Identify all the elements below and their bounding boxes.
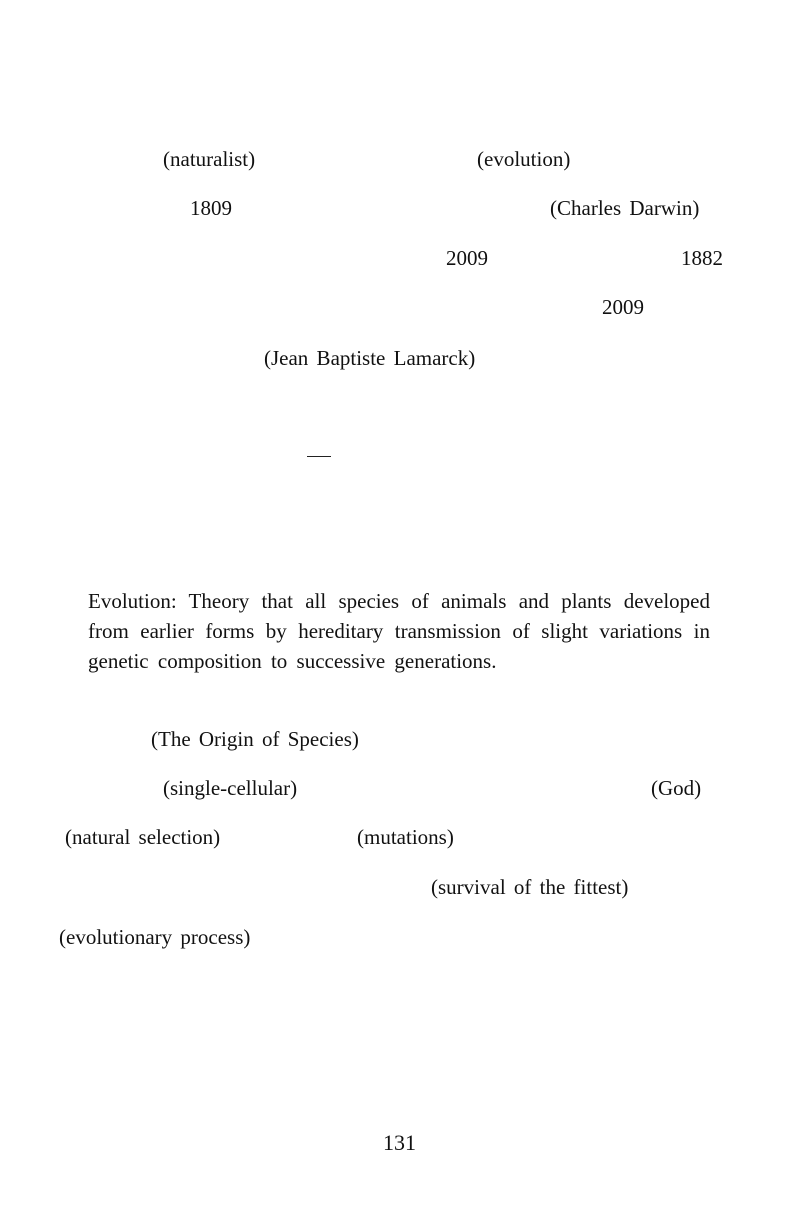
em-dash [307,456,331,457]
term-evolutionary-process: (evolutionary process) [59,925,251,949]
evolution-definition: Evolution: Theory that all species of animals and plants developed from earlier forms by hereditary transmission of slight variations in genetic composition to successive generations. [88,589,710,673]
name-lamarck: (Jean Baptiste Lamarck) [264,346,476,370]
term-god: (God) [651,776,702,800]
term-natural-selection: (natural selection) [65,825,221,849]
term-survival-of-the-fittest: (survival of the fittest) [431,875,629,899]
year-2009-first: 2009 [446,246,488,270]
term-naturalist: (naturalist) [163,147,256,171]
year-2009-second: 2009 [602,295,644,319]
term-single-cellular: (single-cellular) [163,776,298,800]
year-1882: 1882 [681,246,723,270]
page-number: 131 [383,1130,416,1155]
name-charles-darwin: (Charles Darwin) [550,196,700,220]
term-mutations: (mutations) [357,825,454,849]
year-1809: 1809 [190,196,232,220]
title-origin-of-species: (The Origin of Species) [151,727,359,751]
term-evolution: (evolution) [477,147,571,171]
